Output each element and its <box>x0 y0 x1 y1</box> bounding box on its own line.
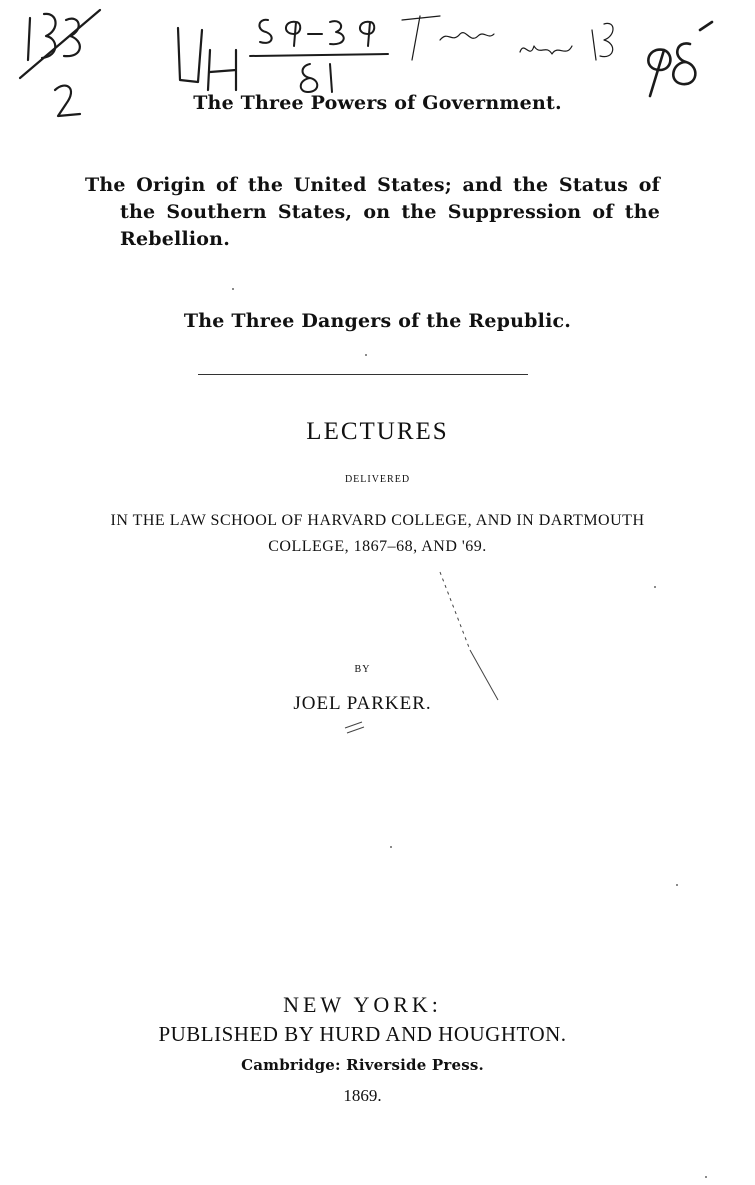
title-origin-of-united-states: The Origin of the United States; and the Status of the Southern States, on the Suppression of the Rebellion. <box>85 174 660 250</box>
delivered-label: DELIVERED <box>344 474 411 485</box>
divider-rule <box>198 374 528 375</box>
right-mark-handwriting <box>648 22 712 96</box>
imprint-press: Cambridge: Riverside Press. <box>241 1056 484 1074</box>
speck <box>365 354 367 356</box>
lectures-heading: LECTURES <box>306 418 449 445</box>
by-label: BY <box>354 664 371 675</box>
pencil-marks <box>0 560 755 760</box>
shelf-prefix-handwriting <box>178 28 236 90</box>
speck <box>390 846 392 848</box>
speck <box>705 1176 707 1178</box>
handwritten-annotations <box>0 0 755 160</box>
title-three-dangers: The Three Dangers of the Republic. <box>183 310 572 332</box>
institutions-text: IN THE LAW SCHOOL OF HARVARD COLLEGE, AND IN DARTMOUTH COLLEGE, 1867–68, AND '69. <box>110 512 645 555</box>
shelf-mark-handwriting <box>250 20 388 92</box>
title-three-powers: The Three Powers of Government. <box>193 92 562 114</box>
imprint-year: 1869. <box>343 1086 382 1105</box>
imprint-publisher: PUBLISHED BY HURD AND HOUGHTON. <box>158 1022 567 1046</box>
speck <box>654 586 656 588</box>
imprint-city: NEW YORK: <box>283 992 442 1017</box>
scribble-handwriting <box>402 16 613 60</box>
author-name: JOEL PARKER. <box>293 693 432 714</box>
speck <box>232 288 234 290</box>
speck <box>676 884 678 886</box>
